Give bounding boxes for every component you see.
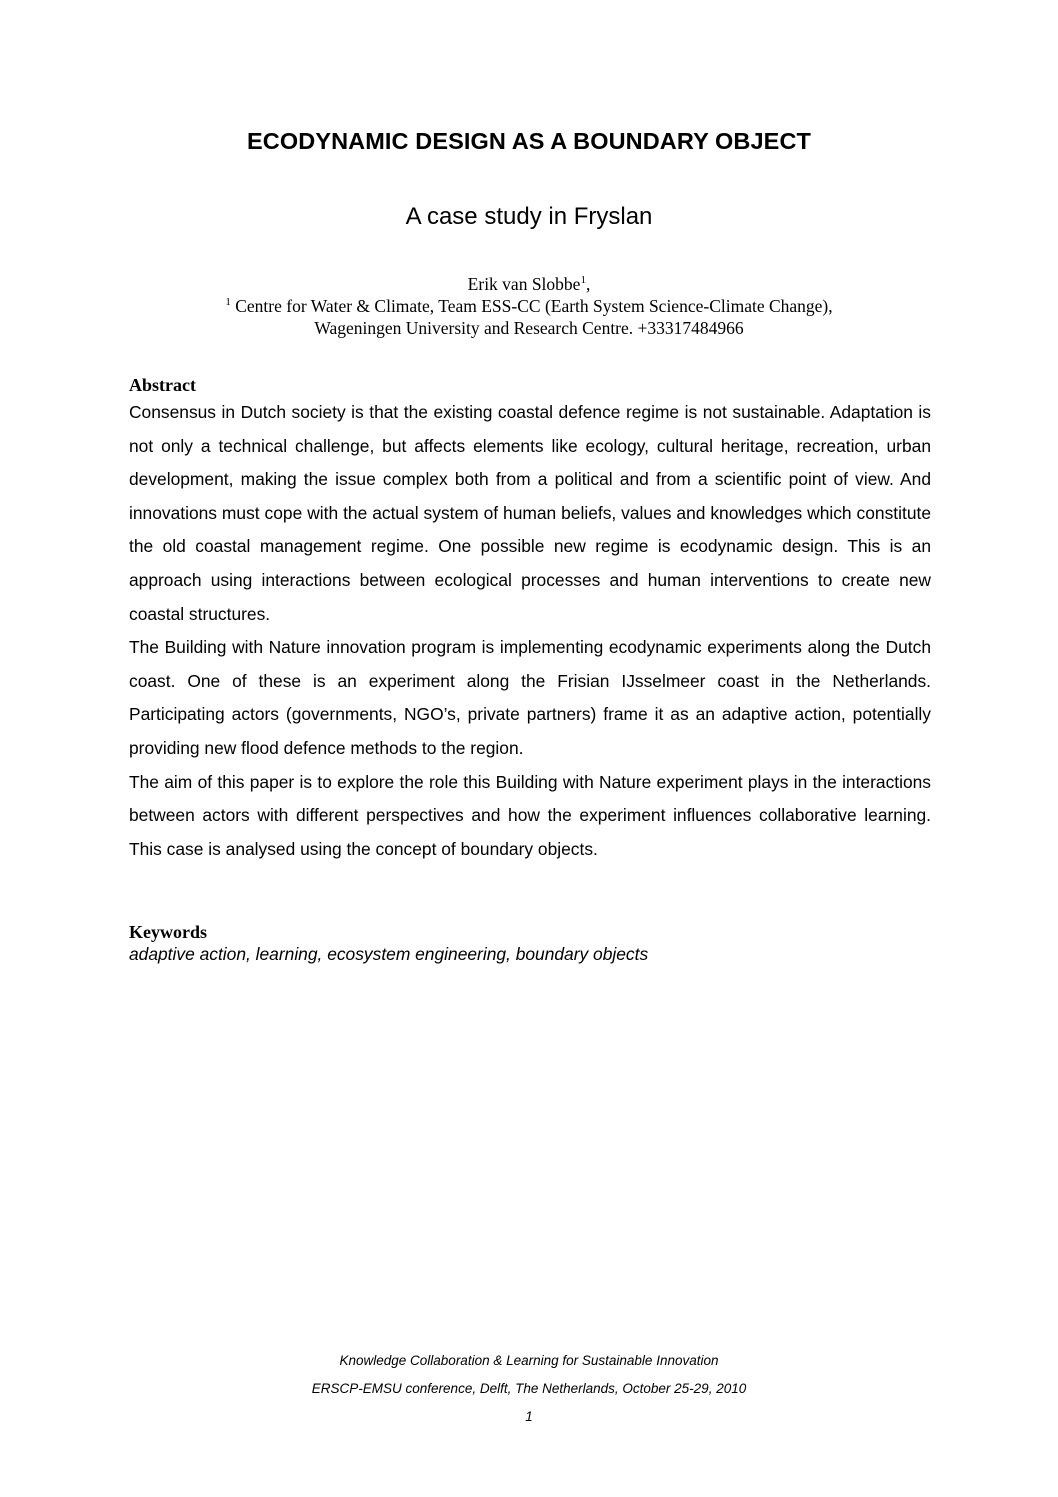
author-affiliation-marker: 1 (580, 274, 586, 286)
abstract-paragraph: The Building with Nature innovation program is implementing ecodynamic experiments along the Dutch coast. One of these is an experiment along the Frisian IJsselmeer coast in the Netherlands. Participating actors (governments, NGO’s, private partners) frame it as an adaptive action, potentially providing new flood defence methods to the region. (129, 637, 931, 758)
abstract-paragraph: Consensus in Dutch society is that the existing coastal defence regime is not sustainable. Adaptation is not only a technical challenge, but affects elements like ecology, cultural heritage, recreation, urban development, making the issue complex both from a political and from a scientific point of view. And innovations must cope with the actual system of human beliefs, values and knowledges which constitute the old coastal management regime. One possible new regime is ecodynamic design. This is an approach using interactions between ecological processes and human interventions to create new coastal structures. (129, 402, 931, 624)
abstract-body (129, 396, 931, 866)
affiliation-marker: 1 (225, 296, 231, 308)
page-number: 1 (525, 1409, 533, 1424)
abstract-heading: Abstract (129, 375, 196, 395)
paper-subtitle: A case study in Fryslan (405, 203, 653, 230)
keywords-text: adaptive action, learning, ecosystem engineering, boundary objects (129, 944, 649, 964)
author-name: Erik van Slobbe (467, 274, 581, 294)
author-line (0, 273, 1058, 295)
affiliation-text-1: Centre for Water & Climate, Team ESS-CC (Earth System Science-Climate Change), (230, 296, 833, 316)
author-suffix: , (585, 274, 591, 294)
keywords-heading: Keywords (129, 922, 207, 942)
affiliation-line-1 (0, 295, 1058, 317)
affiliation-line-2: Wageningen University and Research Centre. +33317484966 (314, 318, 744, 338)
footer-conference-details: ERSCP-EMSU conference, Delft, The Netherlands, October 25-29, 2010 (311, 1381, 747, 1396)
abstract-paragraph: The aim of this paper is to explore the role this Building with Nature experiment plays in the interactions between actors with different perspectives and how the experiment influences collaborative learning. This case is analysed using the concept of boundary objects. (129, 771, 931, 859)
author-block (0, 273, 1058, 339)
paper-title: ECODYNAMIC DESIGN AS A BOUNDARY OBJECT (247, 128, 811, 154)
footer-conference-theme: Knowledge Collaboration & Learning for Sustainable Innovation (339, 1353, 719, 1368)
